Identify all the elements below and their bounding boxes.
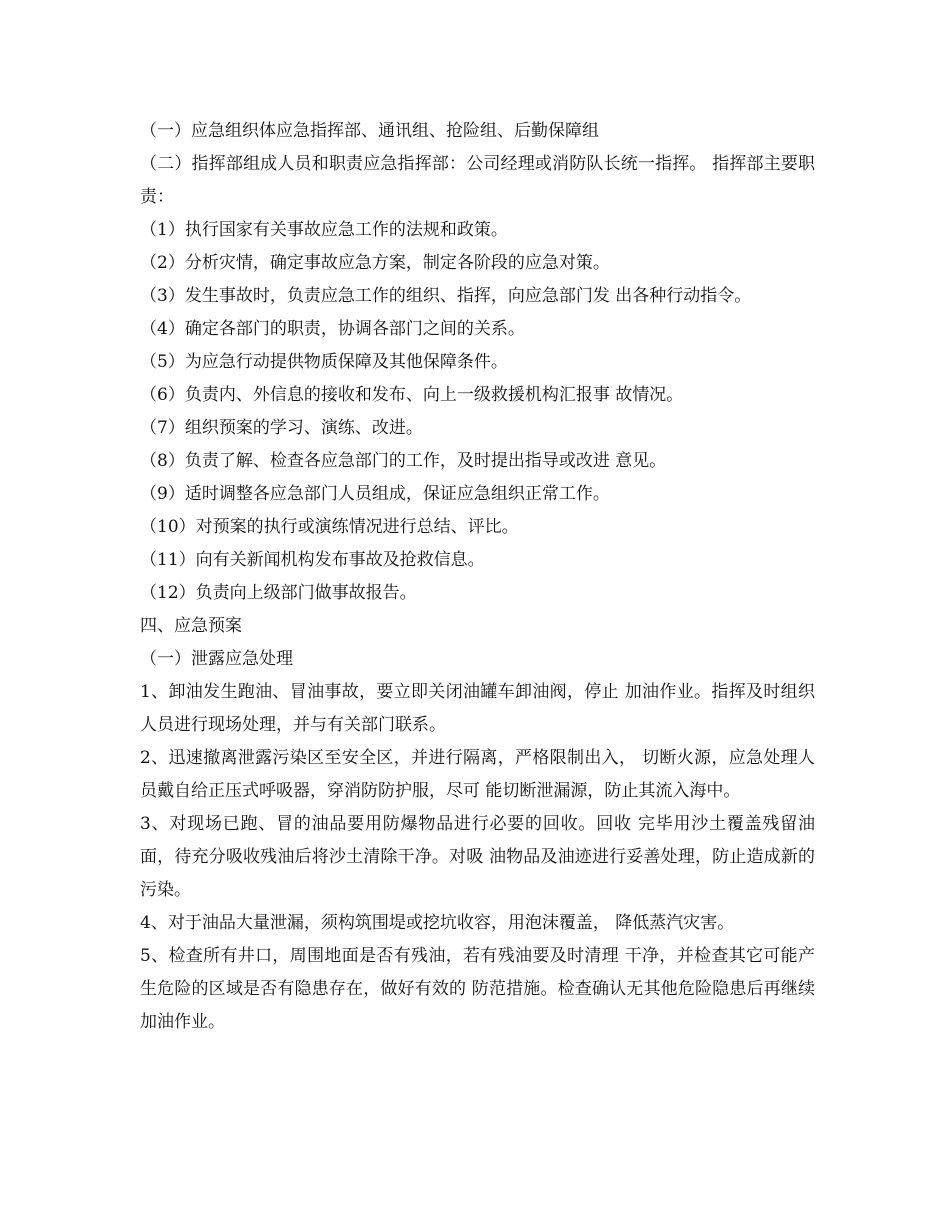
duty-item-9: （9）适时调整各应急部门人员组成，保证应急组织正常工作。 xyxy=(140,484,610,504)
leak-step-2: 2、迅速撤离泄露污染区至安全区，并进行隔离，严格限制出入， 切断火源，应急处理人员戴自给正压式呼吸器，穿消防防护服，尽可 能切断泄漏源，防止其流入海中。 xyxy=(140,748,815,801)
duty-item-3: （3）发生事故时，负责应急工作的组织、指挥，向应急部门发 出各种行动指令。 xyxy=(140,286,752,306)
duty-item-4: （4）确定各部门的职责，协调各部门之间的关系。 xyxy=(140,319,525,339)
duty-item-1: （1）执行国家有关事故应急工作的法规和政策。 xyxy=(140,220,508,240)
document-body xyxy=(140,115,815,1039)
duty-item-2: （2）分析灾情，确定事故应急方案，制定各阶段的应急对策。 xyxy=(140,253,610,273)
leak-step-1: 1、卸油发生跑油、冒油事故，要立即关闭油罐车卸油阀，停止 加油作业。指挥及时组织人员进行现场处理，并与有关部门联系。 xyxy=(140,682,815,735)
org-structure-paragraph: （一）应急组织体应急指挥部、通讯组、抢险组、后勤保障组 xyxy=(140,121,599,141)
subsection-heading-leak-handling: （一）泄露应急处理 xyxy=(140,649,293,669)
leak-step-4: 4、对于油品大量泄漏，须构筑围堤或挖坑收容，用泡沫覆盖， 降低蒸汽灾害。 xyxy=(140,913,735,933)
duty-item-8: （8）负责了解、检查各应急部门的工作，及时提出指导或改进 意见。 xyxy=(140,451,667,471)
duty-item-12: （12）负责向上级部门做事故报告。 xyxy=(140,583,417,603)
leak-step-3: 3、对现场已跑、冒的油品要用防爆物品进行必要的回收。回收 完毕用沙土覆盖残留油面，待充分吸收残油后将沙土清除干净。对吸 油物品及油迹进行妥善处理，防止造成新的污染。 xyxy=(140,814,815,900)
command-duties-paragraph: （二）指挥部组成人员和职责应急指挥部：公司经理或消防队长统一指挥。 指挥部主要职责： xyxy=(140,154,815,207)
duty-item-6: （6）负责内、外信息的接收和发布、向上一级救援机构汇报事 故情况。 xyxy=(140,385,684,405)
section-heading-emergency-plan: 四、应急预案 xyxy=(140,616,242,636)
duty-item-10: （10）对预案的执行或演练情况进行总结、评比。 xyxy=(140,517,519,537)
duty-item-11: （11）向有关新闻机构发布事故及抢救信息。 xyxy=(140,550,485,570)
leak-step-5: 5、检查所有井口，周围地面是否有残油，若有残油要及时清理 干净，并检查其它可能产生危险的区域是否有隐患存在，做好有效的 防范措施。检查确认无其他危险隐患后再继续加油作业。 xyxy=(140,946,815,1032)
duty-item-7: （7）组织预案的学习、演练、改进。 xyxy=(140,418,423,438)
duty-item-5: （5）为应急行动提供物质保障及其他保障条件。 xyxy=(140,352,508,372)
